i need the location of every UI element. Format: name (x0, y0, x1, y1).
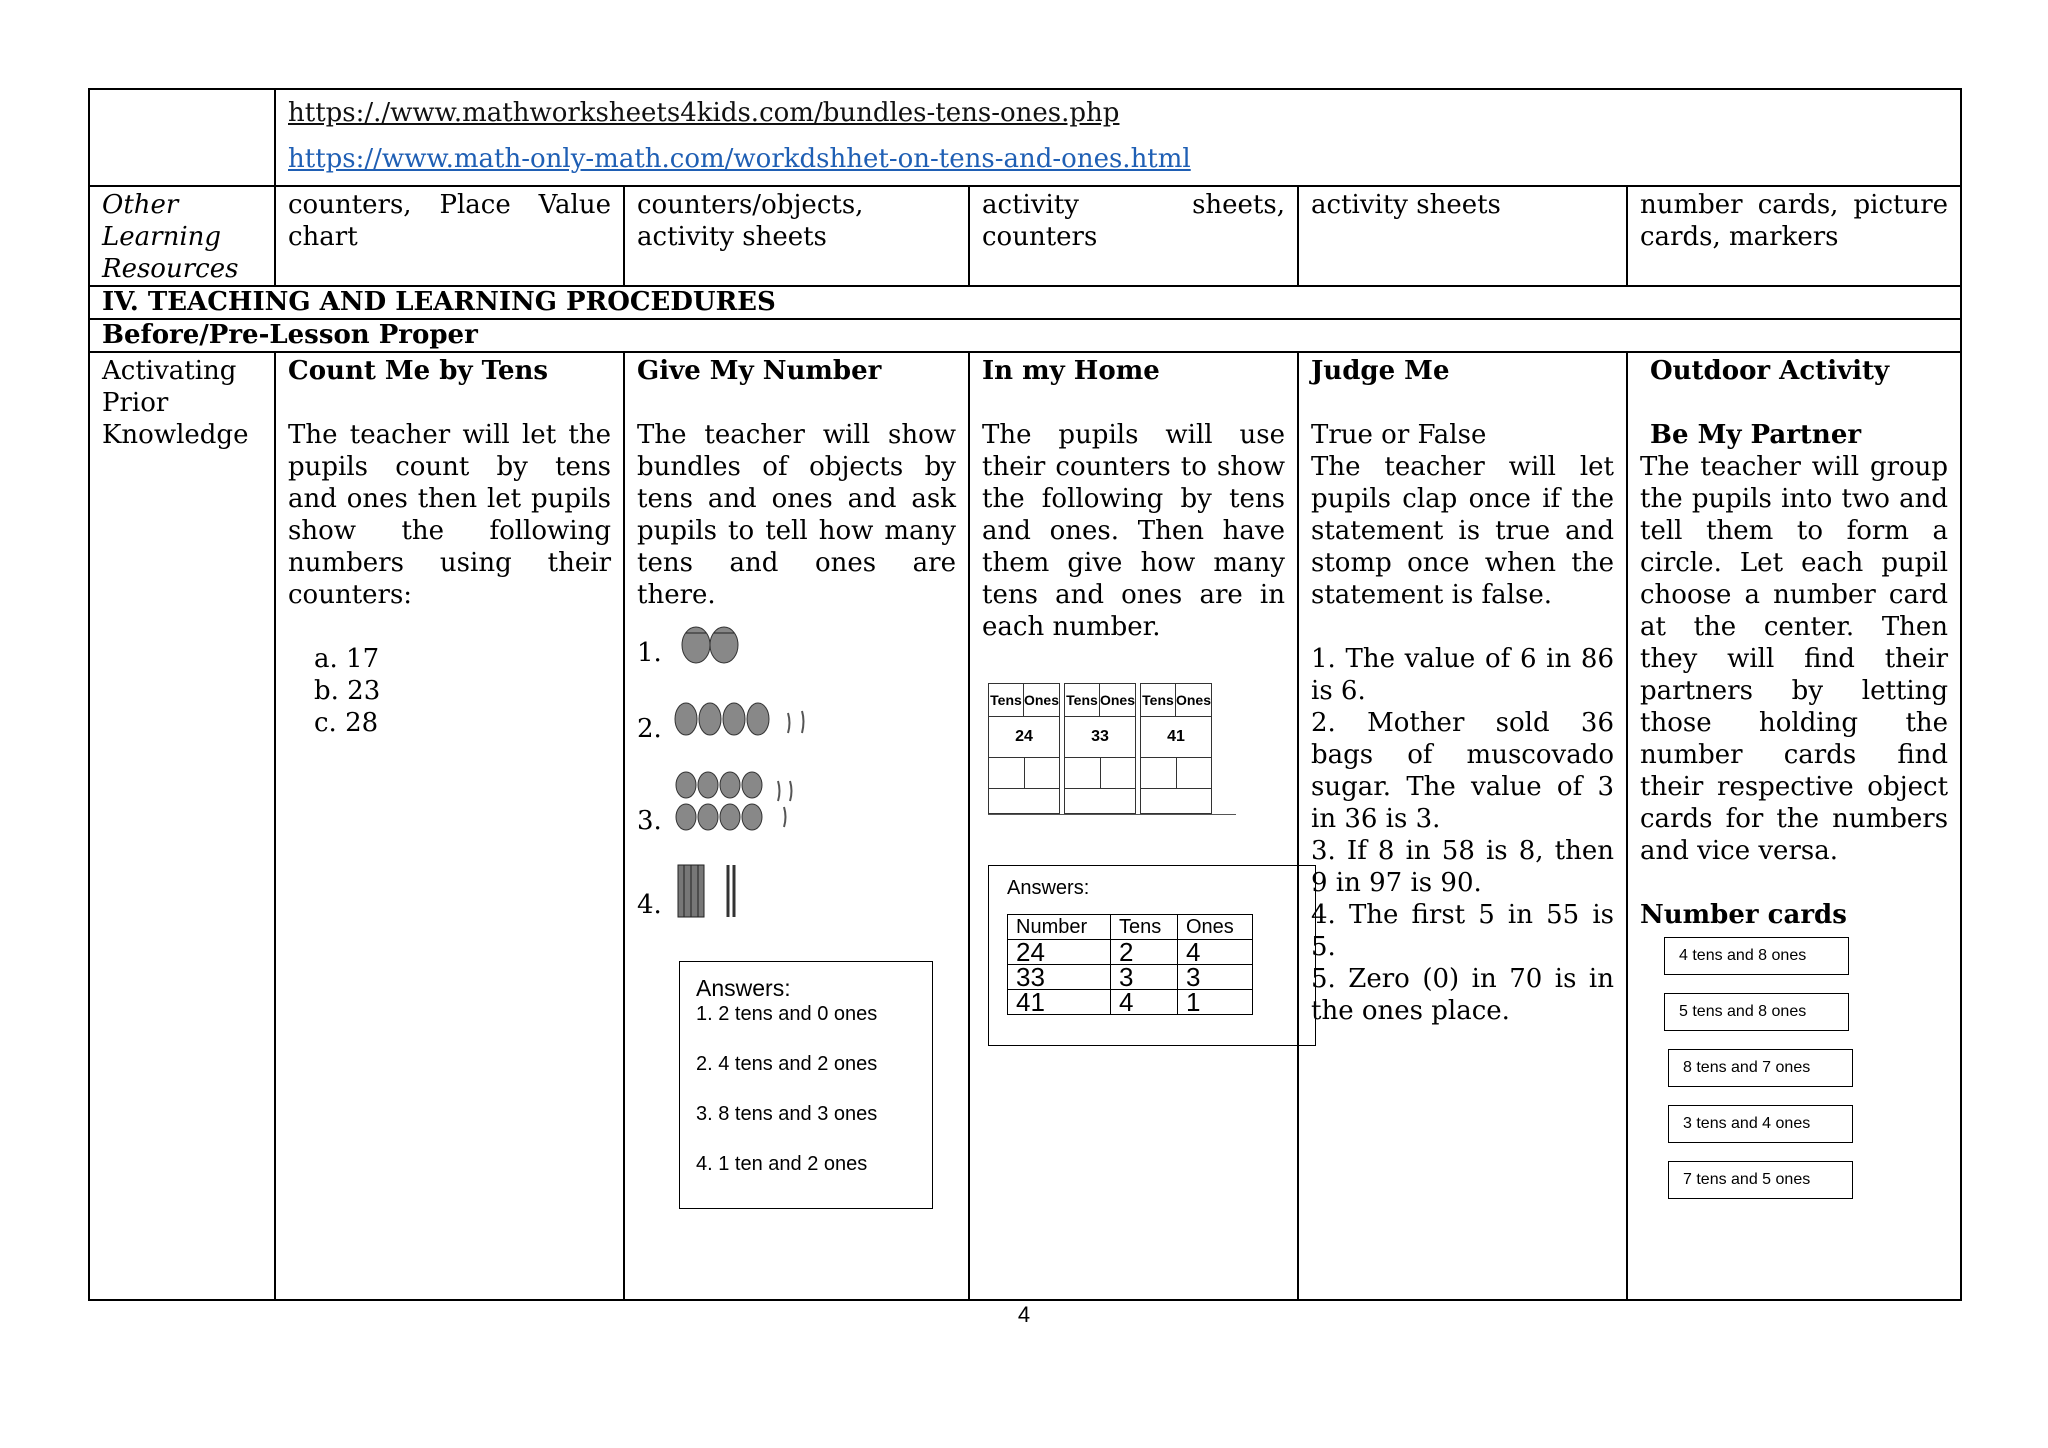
subsection-header: Before/Pre-Lesson Proper (89, 319, 1961, 352)
item-number: 3. (637, 806, 662, 836)
day1-title: Count Me by Tens (288, 356, 549, 386)
activating-row (89, 352, 1961, 1300)
day4-subtitle: True or False (1311, 420, 1487, 450)
bundles-picture-2 (672, 695, 822, 745)
statement-item: 2. Mother sold 36 bags of muscovado sugar. The value of 3 in 36 is 3. (1311, 708, 1614, 834)
statement-item: 4. The first 5 in 55 is 5. (1311, 900, 1614, 962)
place-value-number: 33 (1065, 717, 1135, 758)
day4-cell (1298, 352, 1627, 1300)
answer-item: 2. 4 tens and 2 ones (696, 1053, 878, 1075)
reference-link-2[interactable]: https://www.math-only-math.com/workdshhet-on-tens-and-ones.html (288, 144, 1191, 174)
answers-table: Number Tens Ones 24 2 4 33 3 3 41 4 1 (1007, 914, 1253, 1015)
place-value-number: 41 (1141, 717, 1211, 758)
answer-item: 1. 2 tens and 0 ones (696, 1003, 878, 1025)
place-value-charts (988, 683, 1236, 815)
day4-body: The teacher will let pupils clap once if the statement is true and stomp once when the statement is false. (1311, 452, 1614, 610)
day1-item: a. 17 (314, 644, 380, 674)
number-card: 8 tens and 7 ones (1668, 1049, 1853, 1087)
answer-item: 3. 8 tens and 3 ones (696, 1103, 878, 1125)
resources-day5: number cards, picture cards, markers (1627, 186, 1961, 286)
day3-cell (969, 352, 1298, 1300)
day5-subtitle: Be My Partner (1650, 420, 1862, 450)
day2-cell (624, 352, 969, 1300)
day2-answers-box (679, 961, 933, 1209)
day1-item: c. 28 (314, 708, 379, 738)
statement-item: 1. The value of 6 in 86 is 6. (1311, 644, 1614, 706)
item-number: 2. (637, 714, 662, 744)
resources-day3: activity sheets, counters (969, 186, 1298, 286)
day2-body: The teacher will show bundles of objects by tens and ones and ask pupils to tell how many tens and ones are there. (637, 420, 956, 610)
bundles-picture-4 (672, 861, 762, 921)
statement-item: 3. If 8 in 58 is 8, then 9 in 97 is 90. (1311, 836, 1614, 898)
table-row: 24 2 4 (1008, 940, 1253, 965)
page-number: 4 (1017, 1302, 1031, 1327)
day1-item: b. 23 (314, 676, 381, 706)
section-header: IV. TEACHING AND LEARNING PROCEDURES (89, 286, 1961, 319)
lesson-plan-table (88, 88, 1962, 1301)
statement-item: 5. Zero (0) in 70 is in the ones place. (1311, 964, 1614, 1026)
activating-label: Activating Prior Knowledge (89, 352, 275, 1300)
bundles-picture-3 (672, 767, 822, 837)
resources-day2: counters/objects, activity sheets (624, 186, 969, 286)
place-value-chart: Tens Ones 24 (988, 683, 1060, 814)
day5-body: The teacher will group the pupils into two and tell them to form a circle. Let each pupil choose a number card at the center. Then they will find their partners by letting those holding the number cards find their respective object cards for the numbers and vice versa. (1640, 452, 1949, 866)
number-card: 4 tens and 8 ones (1664, 937, 1849, 975)
day5-title: Outdoor Activity (1650, 356, 1890, 386)
number-cards-title: Number cards (1640, 900, 1847, 930)
resources-day1: counters, Place Value chart (275, 186, 624, 286)
answers-title: Answers: (1007, 877, 1090, 899)
place-value-chart: Tens Ones 41 (1140, 683, 1212, 814)
place-value-number: 24 (989, 717, 1059, 758)
resources-day4: activity sheets (1298, 186, 1627, 286)
day3-title: In my Home (982, 356, 1160, 386)
answer-item: 4. 1 ten and 2 ones (696, 1153, 868, 1175)
other-resources-label: Other Learning Resources (89, 186, 275, 286)
answers-title: Answers: (696, 975, 791, 1001)
references-row (89, 89, 1961, 186)
reference-link-1[interactable]: https:/./www.mathworksheets4kids.com/bundles-tens-ones.php (288, 98, 1120, 128)
table-row: 33 3 3 (1008, 965, 1253, 990)
day5-cell (1627, 352, 1961, 1300)
day1-cell (275, 352, 624, 1300)
day2-title: Give My Number (637, 356, 882, 386)
number-card: 5 tens and 8 ones (1664, 993, 1849, 1031)
day4-title: Judge Me (1311, 356, 1450, 386)
item-number: 4. (637, 890, 662, 920)
other-resources-row (89, 186, 1961, 286)
place-value-chart: Tens Ones 33 (1064, 683, 1136, 814)
item-number: 1. (637, 638, 662, 668)
day3-body: The pupils will use their counters to show the following by tens and ones. Then have them give how many tens and ones are in each number. (982, 420, 1285, 642)
bundles-picture-1 (672, 619, 752, 669)
number-card: 7 tens and 5 ones (1668, 1161, 1853, 1199)
table-row: 41 4 1 (1008, 990, 1253, 1015)
number-card: 3 tens and 4 ones (1668, 1105, 1853, 1143)
day3-answers-box (988, 865, 1316, 1046)
day1-body: The teacher will let the pupils count by tens and ones then let pupils show the following numbers using their counters: (288, 420, 611, 610)
